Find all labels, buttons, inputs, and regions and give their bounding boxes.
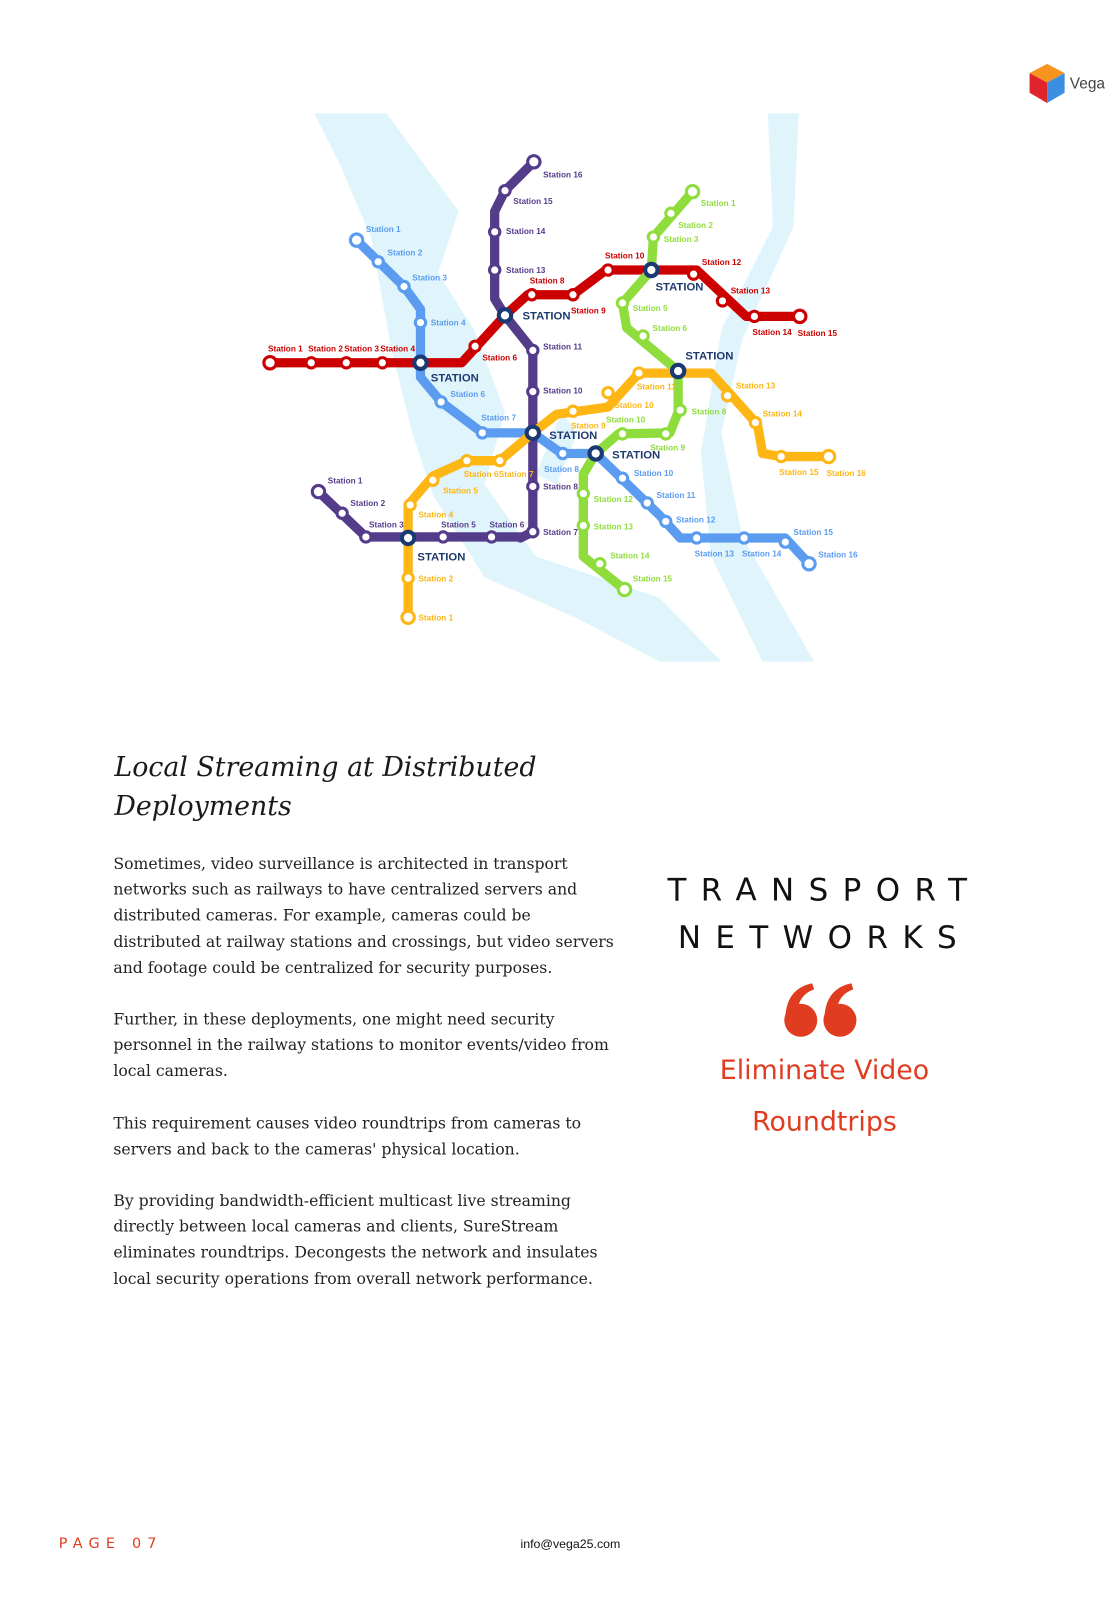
svg-text:Station 5: Station 5 [443,486,478,496]
svg-text:Station 1: Station 1 [327,476,363,486]
svg-text:Station 4: Station 4 [418,510,454,520]
svg-text:Station 10: Station 10 [633,469,674,479]
svg-text:STATION: STATION [612,449,661,462]
svg-text:Station 4: Station 4 [380,344,416,354]
svg-text:Station 1: Station 1 [700,199,736,209]
svg-text:STATION: STATION [430,372,479,385]
svg-text:Station 1: Station 1 [267,344,303,354]
svg-text:Station 15: Station 15 [779,468,819,478]
svg-text:Station 8: Station 8 [544,465,579,475]
svg-text:Station 13: Station 13 [694,549,734,559]
quote-icon [783,981,859,1039]
svg-text:Station 7: Station 7 [481,413,517,423]
brand-name: Vega [1069,74,1106,93]
svg-text:STATION: STATION [417,551,466,564]
svg-text:Station 3: Station 3 [368,520,404,530]
svg-text:Station 14: Station 14 [752,327,792,337]
svg-text:Station 5: Station 5 [441,520,476,530]
svg-text:Station 6: Station 6 [463,470,499,480]
svg-text:Station 9: Station 9 [570,421,606,431]
svg-text:Station 12: Station 12 [701,257,742,267]
svg-text:Station 1: Station 1 [418,613,454,623]
contact-email[interactable]: info@vega25.com [520,1536,621,1552]
paragraph: By providing bandwidth-efficient multicast live streaming directly between local cameras and clients, SureStream eliminates roundtrips. Decongests the network and insulates local security operations from overall network performance. [113,1191,598,1288]
svg-text:Station 3: Station 3 [344,344,380,354]
section-title-line-1: TRANSPORT [667,872,982,909]
metro-map-illustration [258,111,876,668]
section-title-line-2: NETWORKS [677,920,972,957]
svg-text:Station 14: Station 14 [610,551,650,561]
svg-text:Station 7: Station 7 [498,470,534,480]
cube-icon [1026,62,1067,105]
svg-text:Station 6: Station 6 [489,520,525,530]
svg-text:Station 2: Station 2 [387,248,423,258]
svg-text:Station 15: Station 15 [632,574,673,584]
svg-text:Station 14: Station 14 [506,226,546,236]
svg-text:Station 3: Station 3 [412,273,448,283]
svg-text:Station 2: Station 2 [678,220,713,230]
svg-text:Station 6: Station 6 [652,323,688,333]
svg-text:STATION: STATION [549,430,598,443]
svg-text:Station 14: Station 14 [742,549,782,559]
svg-text:STATION: STATION [685,350,734,363]
section-title [649,868,999,963]
paragraph: Sometimes, video surveillance is architected in transport networks such as railways to have centralized servers and distributed cameras. For example, cameras could be distributed at railway stations and crossings, but video servers and footage could be centralized for security purposes. [113,854,614,977]
svg-text:Station 7: Station 7 [543,527,578,537]
svg-text:Station 15: Station 15 [513,197,553,207]
paragraph: Further, in these deployments, one might need security personnel in the railway stations to monitor events/video from local cameras. [113,1010,609,1081]
article-heading: Local Streaming at Distributed Deployments [114,752,537,823]
svg-text:Station 16: Station 16 [826,469,866,479]
svg-text:Station 10: Station 10 [604,251,645,261]
svg-text:Station 13: Station 13 [730,286,771,296]
svg-text:Station 13: Station 13 [506,266,546,276]
svg-text:Station 8: Station 8 [691,407,727,417]
svg-text:Station 3: Station 3 [663,235,699,245]
svg-text:Station 2: Station 2 [418,574,454,584]
svg-text:Station 11: Station 11 [656,490,696,500]
svg-text:Station 13: Station 13 [593,522,633,532]
svg-text:Station 12: Station 12 [676,515,716,525]
svg-text:Station 10: Station 10 [543,386,583,396]
svg-text:Station 11: Station 11 [636,382,676,392]
svg-text:Station 11: Station 11 [543,342,583,352]
svg-text:STATION: STATION [655,281,704,294]
svg-text:Station 6: Station 6 [482,353,518,363]
paragraph: This requirement causes video roundtrips from cameras to servers and back to the cameras' physical location. [113,1113,582,1159]
svg-text:Station 5: Station 5 [632,304,668,314]
svg-text:Station 14: Station 14 [762,409,803,419]
svg-text:Station 2: Station 2 [350,499,386,509]
svg-text:Station 8: Station 8 [543,482,578,492]
brand-logo [1026,62,1105,105]
svg-text:Station 15: Station 15 [797,328,838,338]
svg-text:Station 9: Station 9 [650,443,686,453]
svg-text:Station 4: Station 4 [430,318,466,328]
svg-text:Station 10: Station 10 [605,415,646,425]
page-number: PAGE 07 [58,1535,163,1553]
article-body [113,851,618,1318]
svg-text:Station 15: Station 15 [793,527,833,537]
svg-text:Station 6: Station 6 [450,389,486,399]
svg-text:Station 10: Station 10 [614,401,654,411]
svg-text:Station 16: Station 16 [818,550,858,560]
svg-text:Station 1: Station 1 [365,224,401,234]
svg-text:Station 2: Station 2 [308,344,343,354]
svg-text:Station 13: Station 13 [735,381,776,391]
svg-text:Station 12: Station 12 [593,494,633,504]
svg-text:Station 16: Station 16 [543,170,583,180]
tagline: Eliminate Video Roundtrips [719,1055,930,1138]
svg-text:STATION: STATION [522,310,571,323]
svg-text:Station 8: Station 8 [529,276,565,286]
svg-text:Station 9: Station 9 [570,306,606,316]
